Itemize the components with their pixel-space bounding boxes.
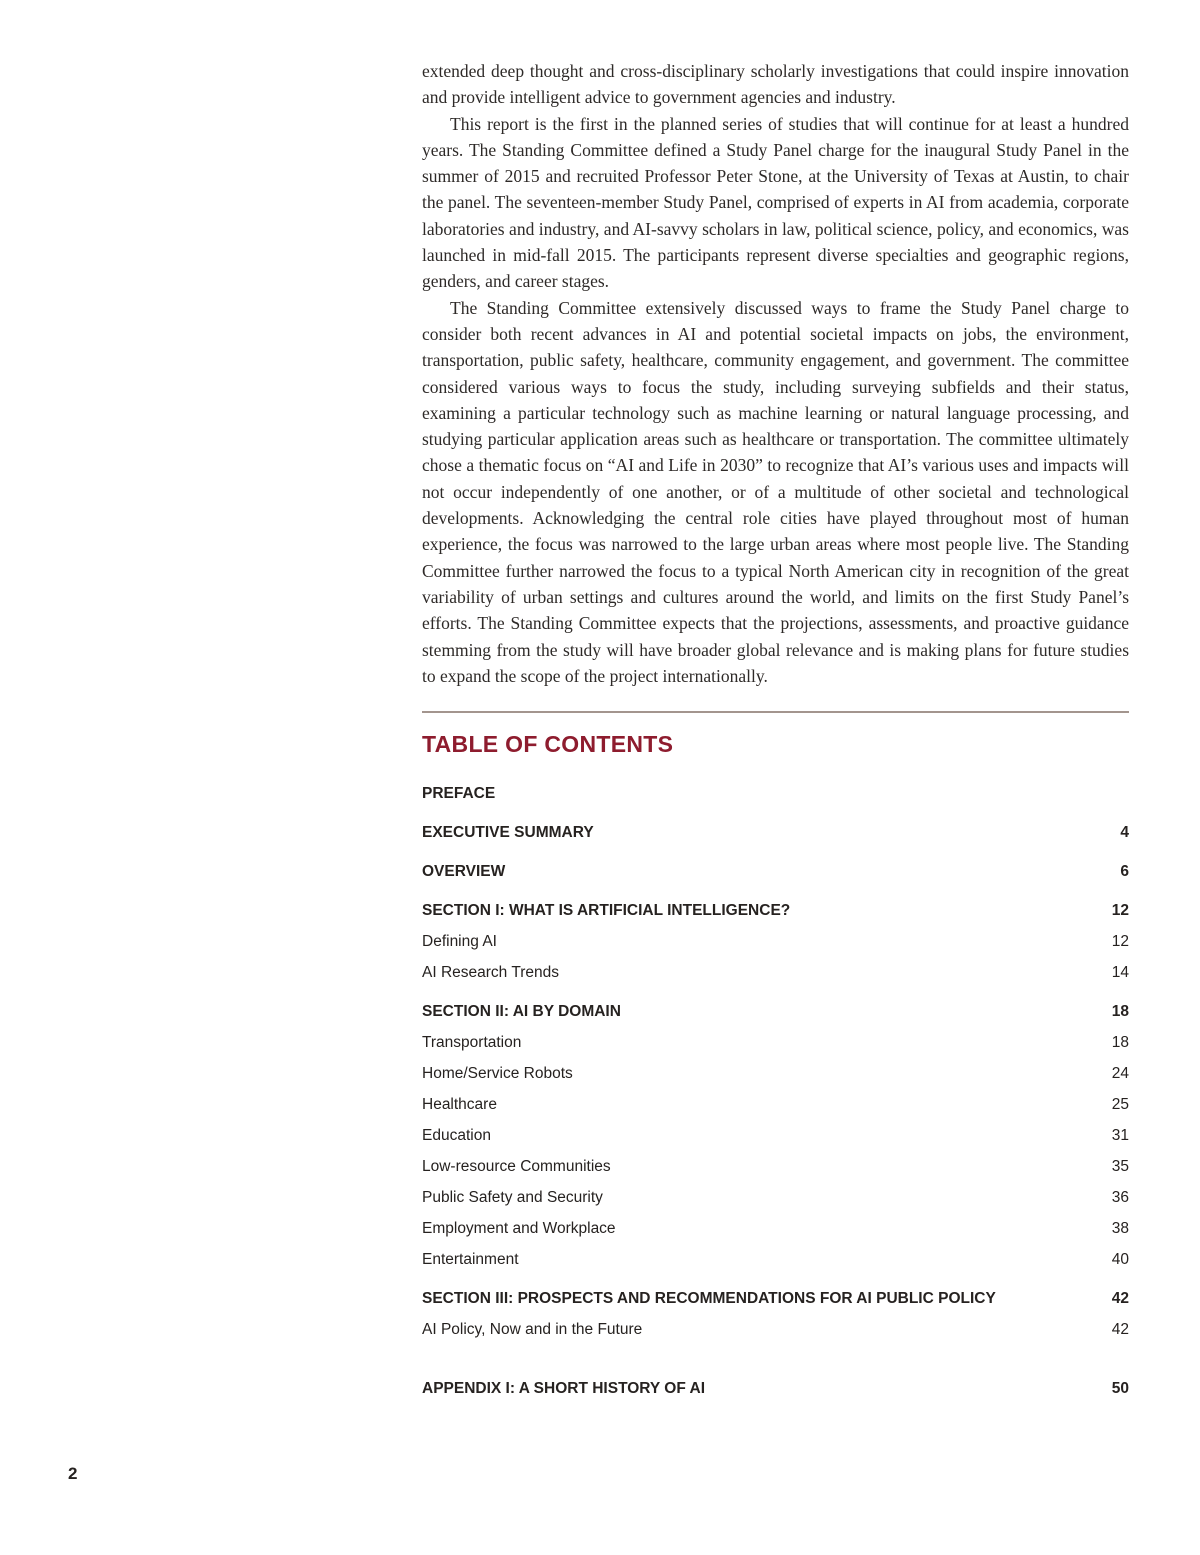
body-paragraph: This report is the first in the planned series of studies that will continue for at least a hundred years. The Standing Committee defined a Study Panel charge for the inaugural Study Panel in the summer of 2015 and recruited Professor Peter Stone, at the University of Texas at Austin, to chair the panel. The seventeen-member Study Panel, comprised of experts in AI from academia, corporate laboratories and industry, and AI-savvy scholars in law, political science, policy, and economics, was launched in mid-fall 2015. The participants represent diverse specialties and geographic regions, genders, and career stages. (422, 113, 1129, 292)
toc-entry-executive-summary (422, 817, 1129, 848)
table-of-contents (422, 778, 1129, 1404)
toc-entry-overview (422, 856, 1129, 887)
toc-entry-page: 14 (1111, 964, 1129, 982)
toc-entry-label: SECTION I: WHAT IS ARTIFICIAL INTELLIGENCE? (422, 902, 791, 920)
toc-entry-page: 40 (1111, 1251, 1129, 1269)
toc-entry-label: Public Safety and Security (422, 1189, 603, 1207)
toc-entry-ai-research-trends (422, 957, 1129, 988)
toc-entry-label: SECTION II: AI BY DOMAIN (422, 1003, 621, 1021)
toc-entry-label: Healthcare (422, 1096, 497, 1114)
toc-entry-label: Home/Service Robots (422, 1065, 573, 1083)
toc-entry-label: Employment and Workplace (422, 1220, 616, 1238)
toc-entry-page: 4 (1120, 824, 1129, 842)
toc-entry-label: Transportation (422, 1034, 522, 1052)
toc-entry-label: Low-resource Communities (422, 1158, 611, 1176)
toc-entry-section-2 (422, 996, 1129, 1027)
toc-entry-ai-policy (422, 1314, 1129, 1345)
toc-entry-transportation (422, 1027, 1129, 1058)
toc-entry-page: 31 (1111, 1127, 1129, 1145)
toc-entry-preface (422, 778, 1129, 809)
toc-entry-page: 35 (1111, 1158, 1129, 1176)
toc-entry-label: AI Policy, Now and in the Future (422, 1321, 643, 1339)
toc-entry-page: 12 (1111, 933, 1129, 951)
toc-entry-label: Education (422, 1127, 491, 1145)
content-column (422, 58, 1129, 1404)
page-number: 2 (68, 1464, 78, 1483)
toc-entry-low-resource-communities (422, 1151, 1129, 1182)
toc-title: TABLE OF CONTENTS (422, 731, 674, 758)
toc-entry-label: SECTION III: PROSPECTS AND RECOMMENDATIONS FOR AI PUBLIC POLICY (422, 1290, 996, 1308)
toc-entry-home-service-robots (422, 1058, 1129, 1089)
toc-entry-label: AI Research Trends (422, 964, 559, 982)
toc-entry-section-3 (422, 1283, 1129, 1314)
toc-entry-page: 42 (1111, 1321, 1129, 1339)
toc-entry-entertainment (422, 1244, 1129, 1275)
toc-entry-education (422, 1120, 1129, 1151)
toc-entry-page: 50 (1111, 1380, 1129, 1398)
toc-entry-page: 12 (1111, 902, 1129, 920)
body-paragraph: The Standing Committee extensively discussed ways to frame the Study Panel charge to consider both recent advances in AI and potential societal impacts on jobs, the environment, transportation, public safety, healthcare, community engagement, and government. The committee considered various ways to focus the study, including surveying subfields and their status, examining a particular technology such as machine learning or natural language processing, and studying particular application areas such as healthcare or transportation. The committee ultimately chose a thematic focus on “AI and Life in 2030” to recognize that AI’s various uses and impacts will not occur independently of one another, or of a multitude of other societal and technological developments. Acknowledging the central role cities have played throughout most of human experience, the focus was narrowed to the large urban areas where most people live. The Standing Committee further narrowed the focus to a typical North American city in recognition of the great variability of urban settings and cultures around the world, and limits on the first Study Panel’s efforts. The Standing Committee expects that the projections, assessments, and proactive guidance stemming from the study will have broader global relevance and is making plans for future studies to expand the scope of the project internationally. (422, 297, 1129, 686)
toc-entry-page: 24 (1111, 1065, 1129, 1083)
toc-entry-label: Entertainment (422, 1251, 519, 1269)
toc-entry-page: 6 (1120, 863, 1129, 881)
toc-entry-appendix-1 (422, 1373, 1129, 1404)
toc-entry-healthcare (422, 1089, 1129, 1120)
toc-entry-label: Defining AI (422, 933, 497, 951)
toc-entry-employment-and-workplace (422, 1213, 1129, 1244)
toc-entry-defining-ai (422, 926, 1129, 957)
toc-entry-section-1 (422, 895, 1129, 926)
toc-entry-label: OVERVIEW (422, 863, 506, 881)
toc-entry-label: PREFACE (422, 785, 496, 803)
toc-entry-page: 18 (1111, 1003, 1129, 1021)
toc-entry-label: EXECUTIVE SUMMARY (422, 824, 594, 842)
toc-entry-page: 18 (1111, 1034, 1129, 1052)
toc-entry-label: APPENDIX I: A SHORT HISTORY OF AI (422, 1380, 706, 1398)
toc-entry-page: 38 (1111, 1220, 1129, 1238)
toc-entry-page: 36 (1111, 1189, 1129, 1207)
body-paragraph: extended deep thought and cross-disciplinary scholarly investigations that could inspire innovation and provide intelligent advice to government agencies and industry. (422, 61, 1129, 108)
section-divider (422, 711, 1129, 713)
toc-entry-page: 25 (1111, 1096, 1129, 1114)
toc-entry-public-safety-and-security (422, 1182, 1129, 1213)
toc-entry-page: 42 (1111, 1290, 1129, 1308)
